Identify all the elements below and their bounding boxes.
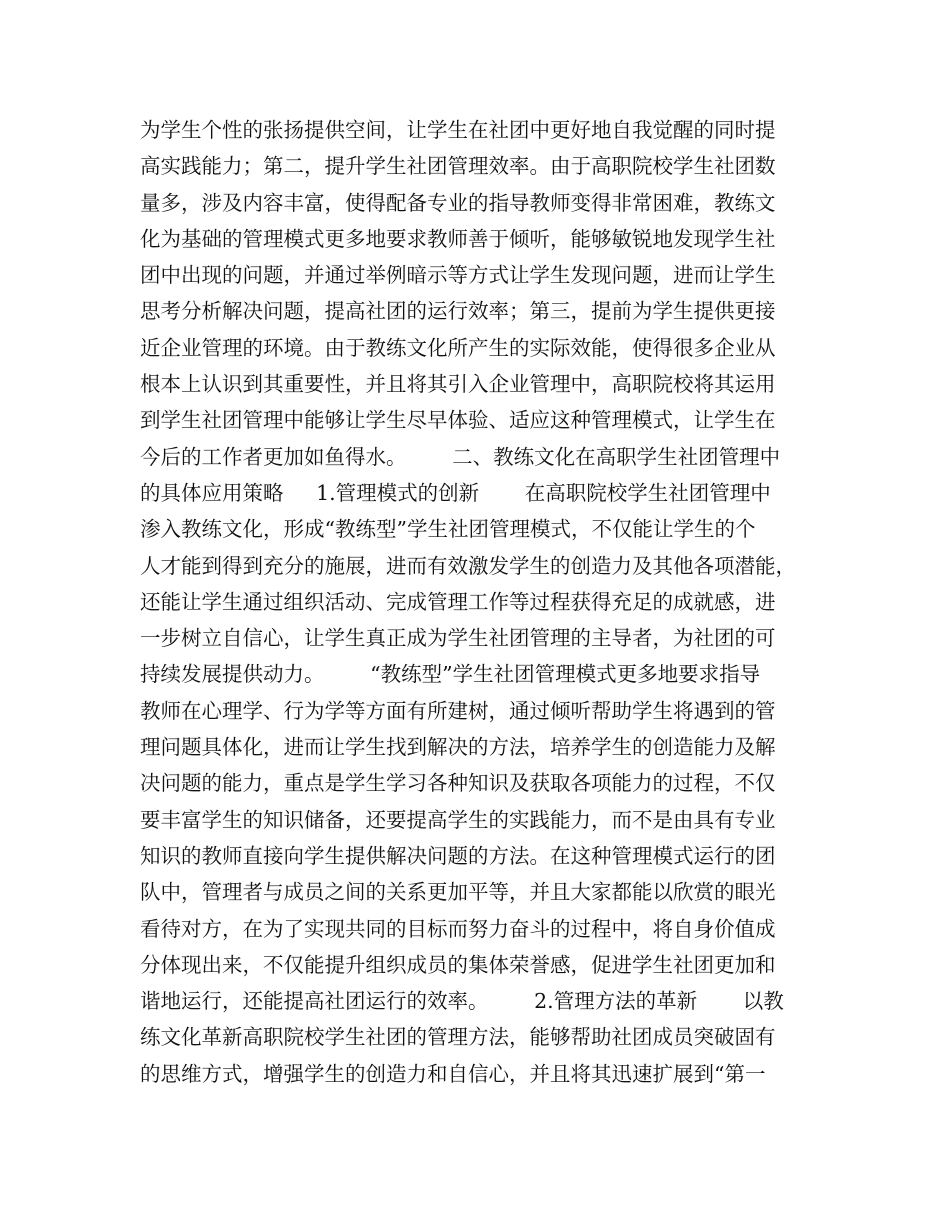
text-line: 理问题具体化，进而让学生找到解决的方法，培养学生的创造能力及解 [140,735,776,760]
text-line: 谐地运行，还能提高社团运行的效率。 2.管理方法的革新 以教 [140,989,784,1014]
text-line: 看待对方，在为了实现共同的目标而努力奋斗的过程中，将自身价值成 [140,916,776,941]
text-line: 教师在心理学、行为学等方面有所建树，通过倾听帮助学生将遇到的管 [140,698,776,723]
text-line: 一步树立自信心，让学生真正成为学生社团管理的主导者，为社团的可 [140,626,776,651]
text-line: 近企业管理的环境。由于教练文化所产生的实际效能，使得很多企业从 [140,335,776,360]
text-line: 到学生社团管理中能够让学生尽早体验、适应这种管理模式，让学生在 [140,408,776,433]
text-line: 为学生个性的张扬提供空间，让学生在社团中更好地自我觉醒的同时提 [140,118,776,142]
text-line: 队中，管理者与成员之间的关系更加平等，并且大家都能以欣赏的眼光 [140,880,776,905]
text-line: 化为基础的管理模式更多地要求教师善于倾听，能够敏锐地发现学生社 [140,226,776,251]
text-line: 知识的教师直接向学生提供解决问题的方法。在这种管理模式运行的团 [140,843,776,868]
text-line: 还能让学生通过组织活动、完成管理工作等过程获得充足的成就感，进 [140,589,776,614]
text-line: 量多，涉及内容丰富，使得配备专业的指导教师变得非常困难，教练文 [140,190,776,215]
text-line: 渗入教练文化，形成“教练型”学生社团管理模式，不仅能让学生的个 [140,517,756,542]
text-line: 的具体应用策略 1.管理模式的创新 在高职院校学生社团管理中 [140,480,771,505]
text-line: 今后的工作者更加如鱼得水。 二、教练文化在高职学生社团管理中 [140,444,781,469]
body-text [140,112,820,1092]
text-line: 持续发展提供动力。 “教练型”学生社团管理模式更多地要求指导 [140,662,761,687]
text-line: 要丰富学生的知识储备，还要提高学生的实践能力，而不是由具有专业 [140,807,776,832]
text-line: 高实践能力；第二，提升学生社团管理效率。由于高职院校学生社团数 [140,154,776,179]
text-line: 练文化革新高职院校学生社团的管理方法，能够帮助社团成员突破固有 [140,1025,776,1050]
text-line: 分体现出来，不仅能提升组织成员的集体荣誉感，促进学生社团更加和 [140,952,776,977]
text-line: 思考分析解决问题，提高社团的运行效率；第三，提前为学生提供更接 [140,299,776,324]
text-line: 根本上认识到其重要性，并且将其引入企业管理中，高职院校将其运用 [140,372,776,397]
text-line: 团中出现的问题，并通过举例暗示等方式让学生发现问题，进而让学生 [140,263,776,288]
text-line: 人才能到得到充分的施展，进而有效激发学生的创造力及其他各项潜能， [140,553,796,578]
text-line: 决问题的能力，重点是学生学习各种知识及获取各项能力的过程，不仅 [140,771,776,796]
text-line: 的思维方式，增强学生的创造力和自信心，并且将其迅速扩展到“第一 [140,1061,766,1086]
